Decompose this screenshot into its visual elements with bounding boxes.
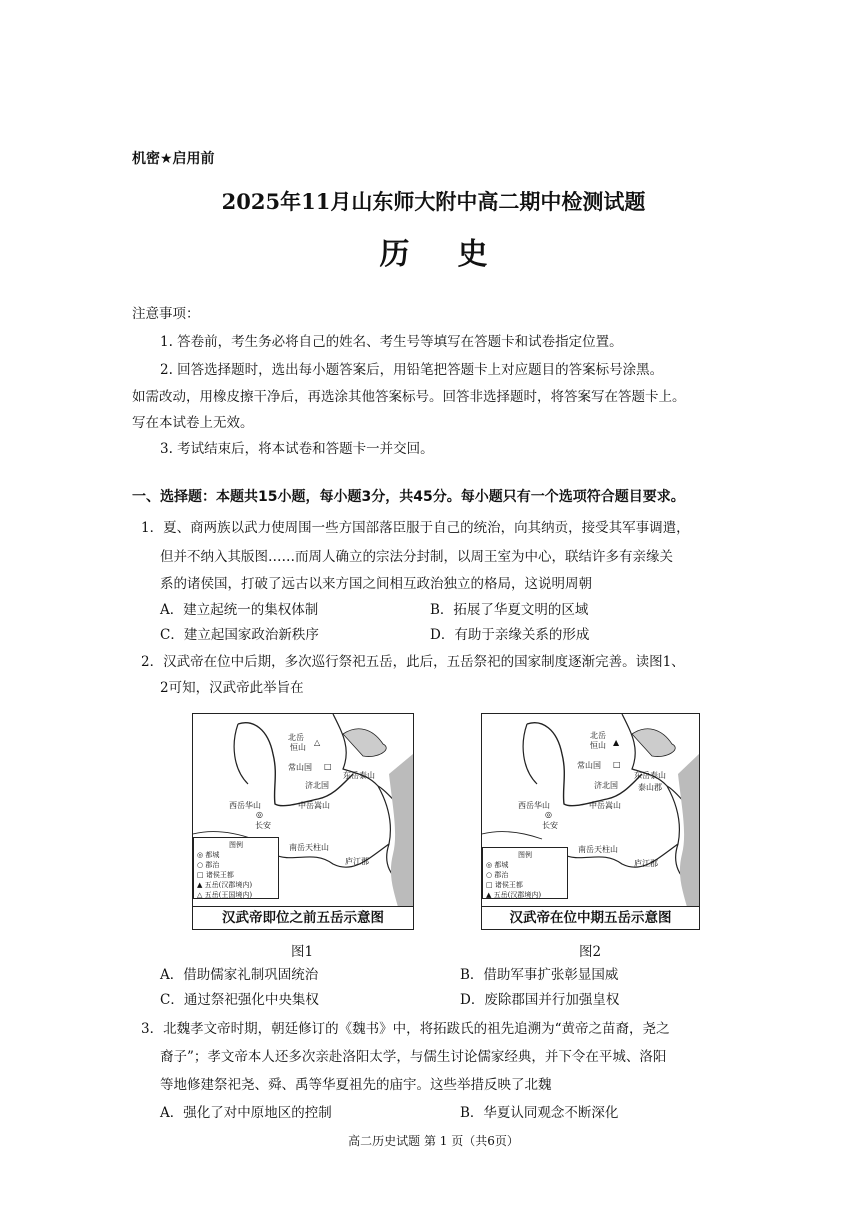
map1-east-label: 东岳泰山 xyxy=(343,771,375,780)
notice-heading: 注意事项： xyxy=(132,306,200,322)
map2-legend-item: □ 诸侯王都 xyxy=(486,881,523,889)
section-heading: 一、选择题：本题共15小题，每小题3分，共45分。每小题只有一个选项符合题目要求。 xyxy=(132,489,685,505)
map2-legend xyxy=(482,847,568,899)
page-footer: 高二历史试题 第 1 页（共6页） xyxy=(348,1134,519,1148)
map2-east-label: 东岳泰山 xyxy=(634,771,666,780)
map2-west-label: 西岳华山 xyxy=(518,801,550,810)
notice-line-2c: 写在本试卷上无效。 xyxy=(132,415,254,431)
figure-1-label: 图1 xyxy=(291,944,314,960)
q3-line-2: 裔子”；孝文帝本人还多次亲赴洛阳太学，与儒生讨论儒家经典，并下令在平城、洛阳 xyxy=(160,1049,667,1065)
exam-title: 2025年11月山东师大附中高二期中检测试题 xyxy=(221,189,646,214)
confidential-mark: 机密★启用前 xyxy=(132,151,215,167)
map2-changshan-label: 常山国 xyxy=(577,761,601,770)
map2-north-label-2: 恒山 xyxy=(590,741,606,750)
map1-changan-label: 长安 xyxy=(255,821,271,830)
map2-center-label: 中岳嵩山 xyxy=(589,801,621,810)
map2-caption: 汉武帝在位中期五岳示意图 xyxy=(482,906,699,929)
subject-title: 历史 xyxy=(379,237,536,272)
map2-legend-item: ▲ 五岳(汉郡境内) xyxy=(486,891,542,899)
q1-line-1: 1．夏、商两族以武力使周围一些方国部落臣服于自己的统治，向其纳贡，接受其军事调遣， xyxy=(141,520,690,536)
map1-west-label: 西岳华山 xyxy=(229,801,261,810)
q2-option-c: C．通过祭祀强化中央集权 xyxy=(160,992,319,1008)
map2-south-label: 南岳天柱山 xyxy=(578,845,618,854)
q2-option-b: B．借助军事扩张彰显国威 xyxy=(460,967,619,983)
q1-option-a: A．建立起统一的集权体制 xyxy=(160,602,319,618)
map1-north-label-2: 恒山 xyxy=(290,743,306,752)
map2-legend-item: ◎ 都城 xyxy=(486,861,509,869)
map1-legend-item: ▲ 五岳(汉郡境内) xyxy=(197,881,253,889)
map-figure-2 xyxy=(481,713,700,930)
map1-north-label: 北岳 xyxy=(288,733,304,742)
map2-legend-item: ○ 郡治 xyxy=(486,871,509,879)
q2-option-d: D．废除郡国并行加强皇权 xyxy=(460,992,620,1008)
notice-line-2b: 如需改动，用橡皮擦干净后，再选涂其他答案标号。回答非选择题时，将答案写在答题卡上。 xyxy=(132,389,686,405)
q2-option-a: A．借助儒家礼制巩固统治 xyxy=(160,967,319,983)
map2-taishan-label: 泰山郡 xyxy=(638,783,662,792)
q1-line-3: 系的诸侯国，打破了远古以来方国之间相互政治独立的格局，这说明周朝 xyxy=(160,576,592,592)
notice-line-2a: 2. 回答选择题时，选出每小题答案后，用铅笔把答题卡上对应题目的答案标号涂黑。 xyxy=(160,362,664,378)
figure-2-label: 图2 xyxy=(579,944,602,960)
map2-capital-icon: ◎ xyxy=(545,810,552,819)
map1-legend-title: 图例 xyxy=(229,841,243,849)
map1-caption: 汉武帝即位之前五岳示意图 xyxy=(193,906,413,929)
map2-jibei-label: 济北国 xyxy=(594,781,618,790)
q2-line-2: 2可知，汉武帝此举旨在 xyxy=(160,680,304,696)
map1-changshan-label: 常山国 xyxy=(288,763,312,772)
q3-option-a: A．强化了对中原地区的控制 xyxy=(160,1105,332,1121)
map1-south-label: 南岳天柱山 xyxy=(289,843,329,852)
map1-jibei-label: 济北国 xyxy=(305,781,329,790)
map1-lujiang-label: 庐江郡 xyxy=(345,857,369,866)
q1-option-d: D．有助于亲缘关系的形成 xyxy=(430,627,590,643)
map-figure-1 xyxy=(192,713,414,930)
notice-line-1: 1. 答卷前，考生务必将自己的姓名、考生号等填写在答题卡和试卷指定位置。 xyxy=(160,334,623,350)
map1-mountain-icon: △ xyxy=(314,738,321,747)
map1-legend-item: ○ 郡治 xyxy=(197,861,220,869)
q2-line-1: 2．汉武帝在位中后期，多次巡行祭祀五岳，此后，五岳祭祀的国家制度逐渐完善。读图1、 xyxy=(141,654,685,670)
map1-legend-item: ◎ 都城 xyxy=(197,851,220,859)
map1-square-icon: □ xyxy=(324,762,332,771)
map1-center-label: 中岳嵩山 xyxy=(298,801,330,810)
q1-option-b: B．拓展了华夏文明的区域 xyxy=(430,602,589,618)
map1-capital-icon: ◎ xyxy=(256,810,263,819)
q3-option-b: B．华夏认同观念不断深化 xyxy=(460,1105,619,1121)
map2-north-label: 北岳 xyxy=(590,731,606,740)
q1-option-c: C．建立起国家政治新秩序 xyxy=(160,627,319,643)
map2-legend-title: 图例 xyxy=(518,851,532,859)
notice-line-3: 3. 考试结束后，将本试卷和答题卡一并交回。 xyxy=(160,441,434,457)
map1-legend xyxy=(193,837,279,899)
map1-legend-item: △ 五岳(王国境内) xyxy=(197,891,253,899)
map2-lujiang-label: 庐江郡 xyxy=(634,859,658,868)
map1-legend-item: □ 诸侯王都 xyxy=(197,871,234,879)
q3-line-3: 等地修建祭祀尧、舜、禹等华夏祖先的庙宇。这些举措反映了北魏 xyxy=(160,1077,552,1093)
map2-changan-label: 长安 xyxy=(542,821,558,830)
map2-mountain-icon: ▲ xyxy=(613,738,620,747)
q1-line-2: 但并不纳入其版图……而周人确立的宗法分封制，以周王室为中心，联结许多有亲缘关 xyxy=(160,549,673,565)
map2-square-icon: □ xyxy=(613,760,621,769)
q3-line-1: 3．北魏孝文帝时期，朝廷修订的《魏书》中，将拓跋氏的祖先追溯为“黄帝之苗裔，尧之 xyxy=(141,1021,670,1037)
